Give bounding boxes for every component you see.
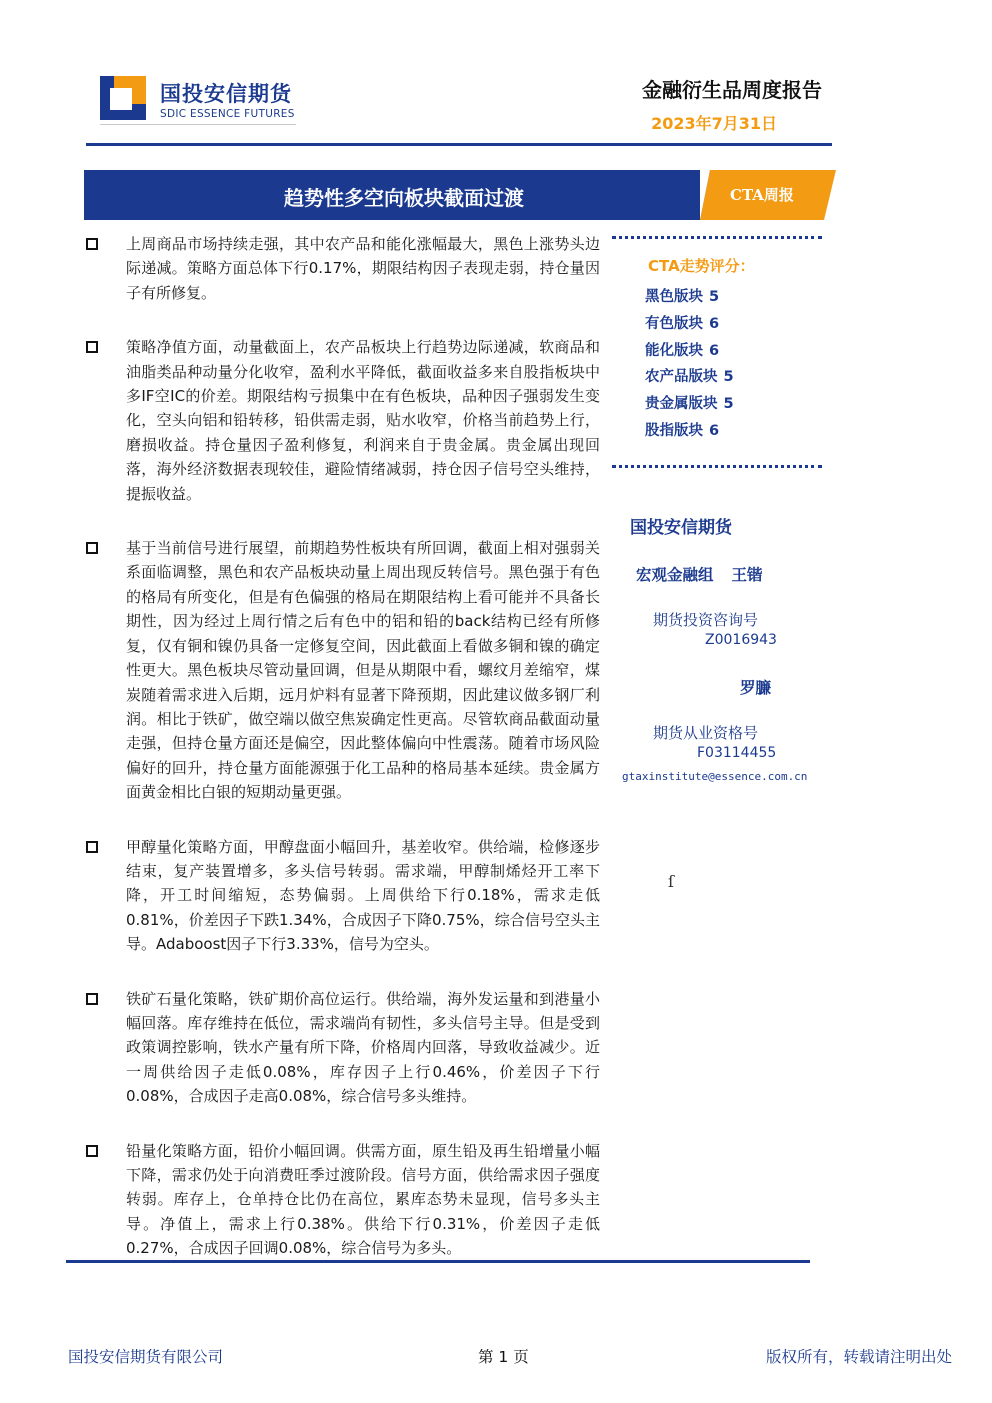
contact-email[interactable]: gtaxinstitute@essence.com.cn (622, 770, 808, 783)
sidebar-dotted-rule-bottom (612, 465, 822, 468)
footer-divider (66, 1260, 810, 1263)
methanol-paragraph: 甲醇量化策略方面，甲醇盘面小幅回升，基差收窄。供给端，检修逐步结束，复产装置增多，多头信号转弱。需求端，甲醇制烯烃开工率下降，开工时间缩短，态势偏弱。上周供给下行0.18%，需求走低0.81%，价差因子下跌1.34%，合成因子下降0.75%，综合信号空头主导。Adaboost因子下行3.33%，信号为空头。 (86, 835, 600, 957)
footer-company: 国投安信期货有限公司 (68, 1348, 224, 1366)
summary-paragraph: 上周商品市场持续走强，其中农产品和能化涨幅最大，黑色上涨势头边际递减。策略方面总体下行0.17%，期限结构因子表现走弱，持仓量因子有所修复。 (86, 232, 600, 305)
square-bullet-icon (86, 1145, 98, 1157)
logo-underline (100, 124, 296, 125)
logo-text-en: SDIC ESSENCE FUTURES (160, 108, 295, 120)
practice-license-code: F03114455 (697, 745, 777, 761)
strategy-nav-paragraph: 策略净值方面，动量截面上，农产品板块上行趋势边际递减，软商品和油脂类品种动量分化收窄，盈利水平降低，截面收益多来自股指板块中多IF空IC的价差。期限结构亏损集中在有色板块，品种因子强弱发生变化，空头向铝和铅转移，铅供需走弱，贴水收窄，价格当前趋势上行，磨损收益。持仓量因子盈利修复，利润来自于贵金属。贵金属出现回落，海外经济数据表现较佳，避险情绪减弱，持仓因子信号空头维持，提振收益。 (86, 335, 600, 506)
lead-paragraph: 铅量化策略方面，铅价小幅回调。供需方面，原生铅及再生铅增量小幅下降，需求仍处于向消费旺季过渡阶段。信号方面，供给需求因子强度转弱。库存上，仓单持仓比仍在高位，累库态势未显现，信号多头主导。净值上，需求上行0.38%。供给下行0.31%，价差因子走低0.27%，合成因子回调0.08%，综合信号为多头。 (86, 1139, 600, 1261)
square-bullet-icon (86, 841, 98, 853)
cta-score-title: CTA走势评分： (648, 257, 755, 275)
practice-license-label: 期货从业资格号 (653, 724, 759, 742)
sidebar-company: 国投安信期货 (630, 518, 732, 538)
title-banner (84, 170, 724, 220)
square-bullet-icon (86, 542, 98, 554)
report-tag-badge (700, 170, 836, 220)
report-type: 金融衍生品周度报告 (642, 78, 822, 102)
report-title: 趋势性多空向板块截面过渡 (284, 186, 524, 210)
analyst-name-2: 罗臁 (740, 679, 772, 697)
logo-text-cn: 国投安信期货 (160, 82, 292, 106)
score-item: 黑色版块 5 (645, 289, 720, 305)
copyright-notice: 版权所有，转载请注明出处 (765, 1348, 952, 1366)
outlook-paragraph: 基于当前信号进行展望，前期趋势性板块有所回调，截面上相对强弱关系面临调整，黑色和农产品板块动量上周出现反转信号。黑色强于有色的格局有所变化，但是有色偏强的格局在期限结构上看可能并不具备长期性，因为经过上周行情之后有色中的铝和铅的back结构已经有所修复，仅有铜和镍仍具备一定修复空间，因此截面上看做多铜和镍的确定性更大。黑色板块尽管动量回调，但是从期限中看，螺纹月差缩窄，煤炭随着需求进入后期，远月炉料有显著下降预期，因此建议做多钢厂利润。相比于铁矿，做空端以做空焦炭确定性更高。尽管软商品截面动量走强，但持仓量方面还是偏空，因此整体偏向中性震荡。随着市场风险偏好的回升，持仓量方面能源强于化工品种的格局基本延续。贵金属方面黄金相比白银的短期动量更强。 (86, 536, 600, 804)
iron-ore-paragraph: 铁矿石量化策略，铁矿期价高位运行。供给端，海外发运量和到港量小幅回落。库存维持在低位，需求端尚有韧性，多头信号主导。但是受到政策调控影响，铁水产量有所下降，价格周内回落，导致收益减少。近一周供给因子走低0.08%，库存因子上行0.46%，价差因子下行0.08%，合成因子走高0.08%，综合信号多头维持。 (86, 987, 600, 1109)
square-bullet-icon (86, 993, 98, 1005)
score-item: 贵金属版块 5 (645, 396, 734, 413)
cta-score-list (645, 284, 734, 445)
square-bullet-icon (86, 341, 98, 353)
score-item: 能化版块 6 (645, 342, 720, 359)
score-item: 股指版块 6 (645, 422, 720, 439)
square-bullet-icon (86, 238, 98, 250)
page-number: 第 1 页 (478, 1348, 529, 1366)
header-divider (86, 143, 832, 146)
score-item: 农产品版块 5 (645, 369, 734, 386)
consult-license-label: 期货投资咨询号 (653, 611, 759, 629)
score-item: 有色版块 6 (645, 315, 720, 332)
analyst-group: 宏观金融组 王锴 (636, 566, 763, 584)
logo-mark-icon (100, 76, 150, 122)
report-date: 2023年7月31日 (651, 114, 777, 133)
company-logo (100, 72, 300, 128)
consult-license-code: Z0016943 (705, 632, 777, 648)
stray-mark: ſ (668, 872, 674, 891)
sidebar-dotted-rule-top (612, 236, 822, 239)
report-tag-label: CTA周报 (730, 186, 794, 204)
main-content (86, 232, 600, 1291)
